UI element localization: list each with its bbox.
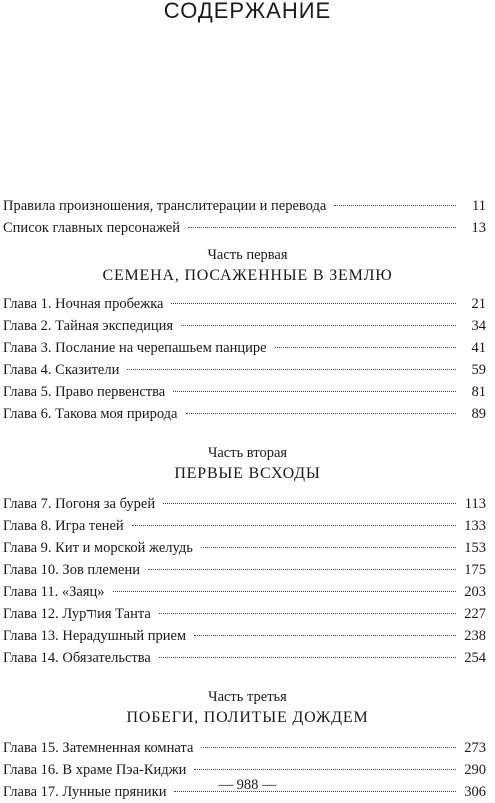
toc-entry-label: Глава 14. Обязательства xyxy=(3,650,151,666)
toc-entry-chapter-4[interactable] xyxy=(0,359,495,381)
dot-leader xyxy=(194,634,456,636)
dot-leader xyxy=(159,612,456,614)
toc-entry-label: Глава 1. Ночная пробежка xyxy=(3,296,164,312)
dot-leader xyxy=(113,590,456,592)
dot-leader xyxy=(275,346,456,348)
toc-entry-label: Глава 4. Сказители xyxy=(3,362,120,378)
toc-entry-label: Глава 10. Зов племени xyxy=(3,562,140,578)
toc-entry-page: 89 xyxy=(471,406,486,422)
toc-entry-chapter-10[interactable] xyxy=(0,559,495,581)
dot-leader xyxy=(194,768,456,770)
dot-leader xyxy=(201,746,456,748)
toc-entry-page: 254 xyxy=(464,650,486,666)
toc-entry-page: 34 xyxy=(471,318,486,334)
toc-entry-page: 81 xyxy=(471,384,486,400)
toc-entry-page: 11 xyxy=(472,198,486,214)
toc-entry-page: 59 xyxy=(471,362,486,378)
part-label: Часть первая xyxy=(207,247,288,263)
part-label: Часть вторая xyxy=(207,445,288,461)
toc-entry-label: Глава 2. Тайная экспедиция xyxy=(3,318,174,334)
toc-entry-label: Глава 5. Право первенства xyxy=(3,384,166,400)
toc-entry-chapter-12[interactable] xyxy=(0,603,495,625)
toc-entry-label: Глава 17. Лунные пряники xyxy=(3,784,167,800)
toc-entry-page: 203 xyxy=(464,584,486,600)
toc-entry-chapter-5[interactable] xyxy=(0,381,495,403)
dot-leader xyxy=(186,412,457,414)
toc-entry-page: 227 xyxy=(464,606,486,622)
toc-entry-page: 113 xyxy=(464,496,486,512)
toc-entry-chapter-13[interactable] xyxy=(0,625,495,647)
toc-entry-label: Глава 13. Нерадушный прием xyxy=(3,628,187,644)
toc-entry-chapter-8[interactable] xyxy=(0,515,495,537)
part-title: ПОБЕГИ, ПОЛИТЫЕ ДОЖДЕМ xyxy=(126,709,369,726)
toc-entry-page: 13 xyxy=(471,220,486,236)
toc-entry-label: Глава 16. В храме Пэа-Киджи xyxy=(3,762,187,778)
dot-leader xyxy=(159,656,456,658)
toc-entry-chapter-14[interactable] xyxy=(0,647,495,669)
toc-entry-pronunciation[interactable] xyxy=(0,195,495,217)
toc-entry-page: 41 xyxy=(471,340,486,356)
toc-entry-chapter-1[interactable] xyxy=(0,293,495,315)
page-title: СОДЕРЖАНИЕ xyxy=(163,0,332,23)
part-header xyxy=(0,245,495,287)
page-number: — 988 — xyxy=(218,777,277,793)
toc-entry-label: Глава 9. Кит и морской желудь xyxy=(3,540,193,556)
toc-entry-chapter-3[interactable] xyxy=(0,337,495,359)
part-label: Часть третья xyxy=(208,689,287,705)
toc-entry-page: 290 xyxy=(464,762,486,778)
toc-entry-characters[interactable] xyxy=(0,217,495,239)
toc-entry-page: 133 xyxy=(464,518,486,534)
toc-entry-label: Глава 11. «Заяц» xyxy=(3,584,105,600)
toc-entry-chapter-2[interactable] xyxy=(0,315,495,337)
toc-entry-label: Глава 3. Послание на черепашьем панцире xyxy=(3,340,267,356)
dot-leader xyxy=(334,204,456,206)
dot-leader xyxy=(163,502,456,504)
dot-leader xyxy=(188,226,456,228)
toc-entry-label: Список главных персонажей xyxy=(3,220,181,236)
toc-entry-chapter-7[interactable] xyxy=(0,493,495,515)
toc-entry-chapter-6[interactable] xyxy=(0,403,495,425)
part-header xyxy=(0,443,495,485)
toc-entry-label: Правила произношения, транслитерации и перевода xyxy=(3,198,327,214)
toc-entry-label: Глава 6. Такова моя природа xyxy=(3,406,178,422)
part-title: СЕМЕНА, ПОСАЖЕННЫЕ В ЗЕМЛЮ xyxy=(102,267,393,284)
toc-entry-page: 153 xyxy=(464,540,486,556)
toc-entry-chapter-11[interactable] xyxy=(0,581,495,603)
part-title: ПЕРВЫЕ ВСХОДЫ xyxy=(174,465,321,482)
dot-leader xyxy=(171,302,456,304)
dot-leader xyxy=(181,324,456,326)
toc-entry-page: 273 xyxy=(464,740,486,756)
dot-leader xyxy=(132,524,456,526)
part-header xyxy=(0,687,495,729)
toc-entry-label: Глава 8. Игра теней xyxy=(3,518,124,534)
toc-entry-label: Глава 15. Затемненная комната xyxy=(3,740,194,756)
toc-entry-label: Глава 7. Погоня за бурей xyxy=(3,496,156,512)
toc-entry-page: 21 xyxy=(471,296,486,312)
toc-entry-page: 306 xyxy=(464,784,486,800)
dot-leader xyxy=(127,368,456,370)
table-of-contents xyxy=(0,195,495,803)
toc-entry-label: Глава 12. Лурודия Танта xyxy=(3,606,151,622)
toc-entry-page: 175 xyxy=(464,562,486,578)
dot-leader xyxy=(173,390,456,392)
toc-entry-chapter-9[interactable] xyxy=(0,537,495,559)
dot-leader xyxy=(148,568,456,570)
toc-entry-page: 238 xyxy=(464,628,486,644)
dot-leader xyxy=(201,546,456,548)
toc-entry-chapter-15[interactable] xyxy=(0,737,495,759)
